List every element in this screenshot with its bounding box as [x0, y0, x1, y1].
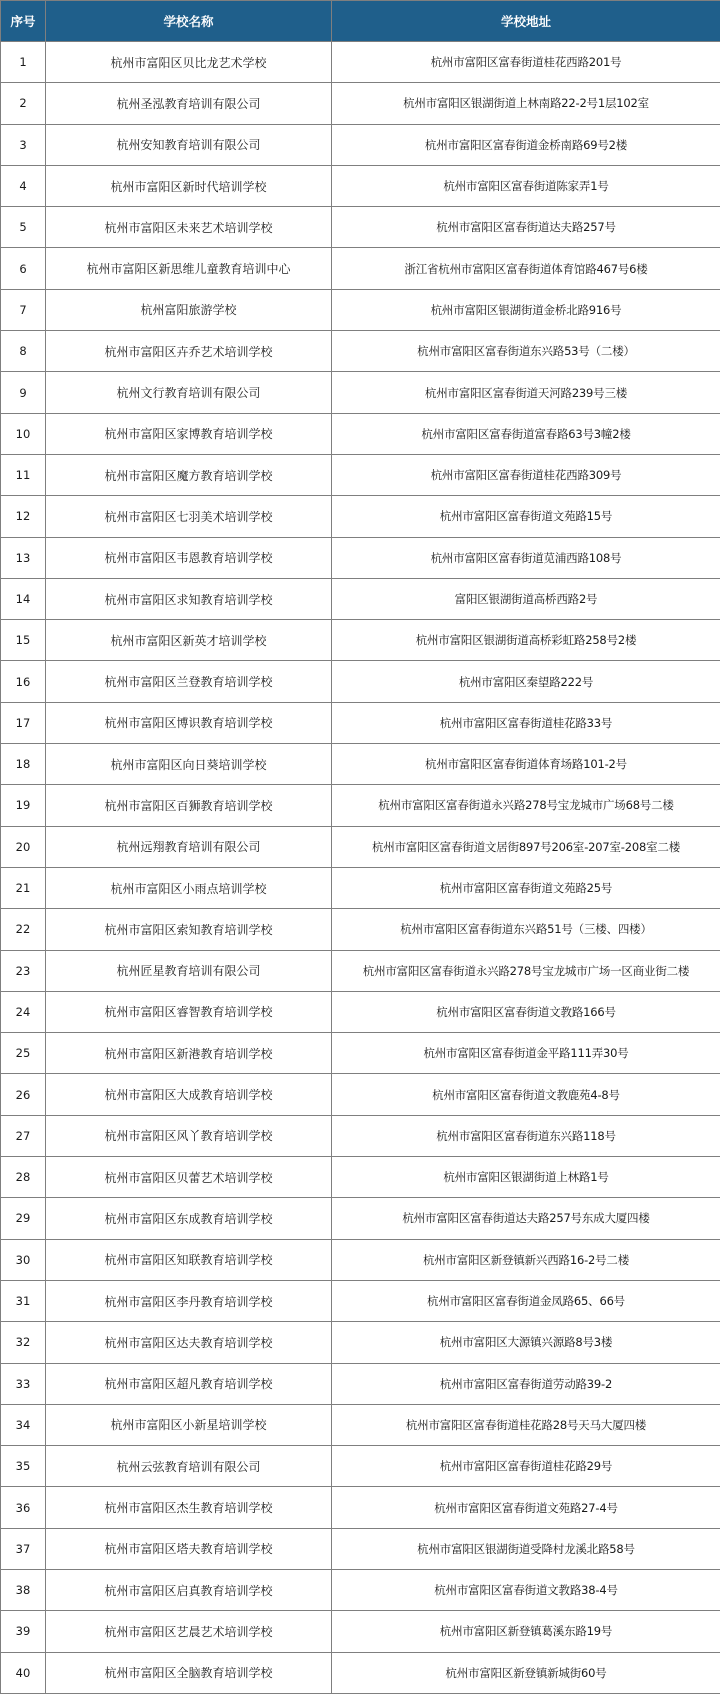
cell-school-name: 杭州市富阳区兰登教育培训学校 — [46, 661, 332, 702]
cell-serial-number: 26 — [1, 1074, 46, 1115]
cell-school-name: 杭州市富阳区达夫教育培训学校 — [46, 1322, 332, 1363]
cell-school-name: 杭州市富阳区贝蕾艺术培训学校 — [46, 1157, 332, 1198]
cell-school-name: 杭州安知教育培训有限公司 — [46, 124, 332, 165]
cell-school-address: 杭州市富阳区富春街道桂花西路309号 — [332, 454, 720, 495]
table-row — [1, 909, 720, 950]
table-row — [1, 1363, 720, 1404]
cell-school-address: 杭州市富阳区新登镇新城街60号 — [332, 1652, 720, 1693]
cell-serial-number: 38 — [1, 1569, 46, 1610]
table-row — [1, 83, 720, 124]
cell-school-name: 杭州市富阳区风丫教育培训学校 — [46, 1115, 332, 1156]
cell-serial-number: 3 — [1, 124, 46, 165]
cell-school-address: 杭州市富阳区富春街道金凤路65、66号 — [332, 1280, 720, 1321]
cell-school-name: 杭州市富阳区博识教育培训学校 — [46, 702, 332, 743]
cell-school-address: 杭州市富阳区银湖街道上林南路22-2号1层102室 — [332, 83, 720, 124]
cell-school-address: 杭州市富阳区富春街道达夫路257号东成大厦四楼 — [332, 1198, 720, 1239]
cell-serial-number: 13 — [1, 537, 46, 578]
cell-serial-number: 37 — [1, 1528, 46, 1569]
table-row — [1, 826, 720, 867]
cell-school-address: 杭州市富阳区富春街道东兴路51号（三楼、四楼） — [332, 909, 720, 950]
cell-school-name: 杭州市富阳区新时代培训学校 — [46, 165, 332, 206]
cell-serial-number: 24 — [1, 991, 46, 1032]
cell-school-name: 杭州市富阳区新港教育培训学校 — [46, 1033, 332, 1074]
table-body — [1, 42, 720, 1694]
cell-school-address: 杭州市富阳区富春街道体育场路101-2号 — [332, 744, 720, 785]
table-row — [1, 661, 720, 702]
cell-serial-number: 17 — [1, 702, 46, 743]
table-row — [1, 1446, 720, 1487]
table-row — [1, 1115, 720, 1156]
table-row — [1, 1280, 720, 1321]
cell-school-address: 杭州市富阳区富春街道桂花西路201号 — [332, 42, 720, 83]
cell-school-address: 杭州市富阳区富春街道东兴路53号（二楼） — [332, 331, 720, 372]
cell-school-address: 杭州市富阳区富春街道金平路111弄30号 — [332, 1033, 720, 1074]
cell-school-address: 杭州市富阳区富春街道文苑路25号 — [332, 867, 720, 908]
cell-serial-number: 29 — [1, 1198, 46, 1239]
cell-serial-number: 33 — [1, 1363, 46, 1404]
table-row — [1, 578, 720, 619]
cell-serial-number: 39 — [1, 1611, 46, 1652]
cell-serial-number: 31 — [1, 1280, 46, 1321]
cell-school-name: 杭州市富阳区新英才培训学校 — [46, 620, 332, 661]
table-row — [1, 289, 720, 330]
cell-school-name: 杭州远翔教育培训有限公司 — [46, 826, 332, 867]
cell-school-name: 杭州市富阳区向日葵培训学校 — [46, 744, 332, 785]
cell-serial-number: 16 — [1, 661, 46, 702]
cell-serial-number: 28 — [1, 1157, 46, 1198]
table-row — [1, 867, 720, 908]
cell-school-address: 杭州市富阳区富春街道文苑路27-4号 — [332, 1487, 720, 1528]
cell-school-name: 杭州市富阳区超凡教育培训学校 — [46, 1363, 332, 1404]
table-row — [1, 1404, 720, 1445]
cell-school-address: 杭州市富阳区富春街道文教路38-4号 — [332, 1569, 720, 1610]
cell-school-name: 杭州市富阳区全脑教育培训学校 — [46, 1652, 332, 1693]
cell-school-name: 杭州市富阳区李丹教育培训学校 — [46, 1280, 332, 1321]
cell-school-address: 杭州市富阳区富春街道金桥南路69号2楼 — [332, 124, 720, 165]
cell-school-name: 杭州市富阳区新思维儿童教育培训中心 — [46, 248, 332, 289]
table-row — [1, 991, 720, 1032]
table-row — [1, 1569, 720, 1610]
table-row — [1, 454, 720, 495]
table-row — [1, 1528, 720, 1569]
cell-school-address: 杭州市富阳区富春街道富春路63号3幢2楼 — [332, 413, 720, 454]
cell-serial-number: 10 — [1, 413, 46, 454]
table-row — [1, 950, 720, 991]
table-row — [1, 785, 720, 826]
cell-school-name: 杭州市富阳区小雨点培训学校 — [46, 867, 332, 908]
cell-serial-number: 40 — [1, 1652, 46, 1693]
table-row — [1, 537, 720, 578]
cell-school-address: 杭州市富阳区富春街道桂花路33号 — [332, 702, 720, 743]
cell-school-address: 杭州市富阳区银湖街道高桥彩虹路258号2楼 — [332, 620, 720, 661]
cell-school-name: 杭州市富阳区未来艺术培训学校 — [46, 207, 332, 248]
table-row — [1, 372, 720, 413]
header-serial-number: 序号 — [1, 1, 46, 42]
table-row — [1, 1322, 720, 1363]
cell-school-address: 杭州市富阳区大源镇兴源路8号3楼 — [332, 1322, 720, 1363]
cell-school-name: 杭州市富阳区塔夫教育培训学校 — [46, 1528, 332, 1569]
cell-serial-number: 19 — [1, 785, 46, 826]
cell-serial-number: 6 — [1, 248, 46, 289]
cell-serial-number: 25 — [1, 1033, 46, 1074]
cell-school-address: 杭州市富阳区新登镇新兴西路16-2号二楼 — [332, 1239, 720, 1280]
cell-school-address: 杭州市富阳区富春街道文教鹿苑4-8号 — [332, 1074, 720, 1115]
cell-school-address: 杭州市富阳区富春街道文居街897号206室-207室-208室二楼 — [332, 826, 720, 867]
table-row — [1, 165, 720, 206]
cell-school-address: 杭州市富阳区秦望路222号 — [332, 661, 720, 702]
cell-school-name: 杭州市富阳区家博教育培训学校 — [46, 413, 332, 454]
cell-serial-number: 15 — [1, 620, 46, 661]
cell-serial-number: 4 — [1, 165, 46, 206]
cell-school-address: 杭州市富阳区富春街道劳动路39-2 — [332, 1363, 720, 1404]
table-row — [1, 620, 720, 661]
cell-serial-number: 2 — [1, 83, 46, 124]
cell-serial-number: 32 — [1, 1322, 46, 1363]
cell-school-name: 杭州市富阳区杰生教育培训学校 — [46, 1487, 332, 1528]
table-row — [1, 1487, 720, 1528]
cell-serial-number: 1 — [1, 42, 46, 83]
cell-serial-number: 9 — [1, 372, 46, 413]
table-row — [1, 1033, 720, 1074]
table-row — [1, 702, 720, 743]
cell-serial-number: 21 — [1, 867, 46, 908]
table-row — [1, 207, 720, 248]
cell-school-name: 杭州市富阳区东成教育培训学校 — [46, 1198, 332, 1239]
cell-school-address: 杭州市富阳区银湖街道上林路1号 — [332, 1157, 720, 1198]
cell-school-name: 杭州匠星教育培训有限公司 — [46, 950, 332, 991]
table-row — [1, 1074, 720, 1115]
header-school-name: 学校名称 — [46, 1, 332, 42]
cell-school-address: 杭州市富阳区银湖街道金桥北路916号 — [332, 289, 720, 330]
cell-school-address: 杭州市富阳区富春街道东兴路118号 — [332, 1115, 720, 1156]
cell-serial-number: 30 — [1, 1239, 46, 1280]
table-row — [1, 496, 720, 537]
header-school-address: 学校地址 — [332, 1, 720, 42]
cell-school-name: 杭州云弦教育培训有限公司 — [46, 1446, 332, 1487]
table-row — [1, 1611, 720, 1652]
cell-school-name: 杭州市富阳区启真教育培训学校 — [46, 1569, 332, 1610]
cell-serial-number: 7 — [1, 289, 46, 330]
cell-school-name: 杭州市富阳区睿智教育培训学校 — [46, 991, 332, 1032]
cell-serial-number: 20 — [1, 826, 46, 867]
cell-school-name: 杭州市富阳区魔方教育培训学校 — [46, 454, 332, 495]
cell-serial-number: 36 — [1, 1487, 46, 1528]
cell-serial-number: 23 — [1, 950, 46, 991]
cell-school-address: 杭州市富阳区富春街道文苑路15号 — [332, 496, 720, 537]
cell-school-address: 杭州市富阳区富春街道桂花路29号 — [332, 1446, 720, 1487]
cell-school-name: 杭州市富阳区索知教育培训学校 — [46, 909, 332, 950]
table-row — [1, 413, 720, 454]
cell-serial-number: 5 — [1, 207, 46, 248]
cell-school-address: 杭州市富阳区新登镇葛溪东路19号 — [332, 1611, 720, 1652]
table-row — [1, 1198, 720, 1239]
cell-serial-number: 27 — [1, 1115, 46, 1156]
cell-school-name: 杭州市富阳区卉乔艺术培训学校 — [46, 331, 332, 372]
table-header-row — [1, 1, 720, 42]
cell-serial-number: 34 — [1, 1404, 46, 1445]
cell-school-name: 杭州市富阳区知联教育培训学校 — [46, 1239, 332, 1280]
cell-school-name: 杭州市富阳区小新星培训学校 — [46, 1404, 332, 1445]
cell-serial-number: 35 — [1, 1446, 46, 1487]
cell-school-name: 杭州文行教育培训有限公司 — [46, 372, 332, 413]
table-row — [1, 1157, 720, 1198]
cell-school-address: 杭州市富阳区富春街道文教路166号 — [332, 991, 720, 1032]
cell-school-name: 杭州市富阳区求知教育培训学校 — [46, 578, 332, 619]
cell-school-address: 杭州市富阳区银湖街道受降村龙溪北路58号 — [332, 1528, 720, 1569]
cell-serial-number: 12 — [1, 496, 46, 537]
table-row — [1, 1239, 720, 1280]
cell-school-address: 杭州市富阳区富春街道永兴路278号宝龙城市广场一区商业街二楼 — [332, 950, 720, 991]
cell-school-name: 杭州市富阳区贝比龙艺术学校 — [46, 42, 332, 83]
cell-school-address: 杭州市富阳区富春街道达夫路257号 — [332, 207, 720, 248]
cell-school-address: 杭州市富阳区富春街道苋浦西路108号 — [332, 537, 720, 578]
cell-school-address: 浙江省杭州市富阳区富春街道体育馆路467号6楼 — [332, 248, 720, 289]
table-row — [1, 124, 720, 165]
cell-school-address: 杭州市富阳区富春街道陈家弄1号 — [332, 165, 720, 206]
cell-school-address: 杭州市富阳区富春街道永兴路278号宝龙城市广场68号二楼 — [332, 785, 720, 826]
cell-school-name: 杭州圣泓教育培训有限公司 — [46, 83, 332, 124]
table-row — [1, 248, 720, 289]
cell-serial-number: 18 — [1, 744, 46, 785]
table-row — [1, 42, 720, 83]
cell-school-address: 富阳区银湖街道高桥西路2号 — [332, 578, 720, 619]
cell-serial-number: 11 — [1, 454, 46, 495]
cell-serial-number: 22 — [1, 909, 46, 950]
cell-serial-number: 14 — [1, 578, 46, 619]
cell-serial-number: 8 — [1, 331, 46, 372]
table-row — [1, 1652, 720, 1693]
table-row — [1, 331, 720, 372]
cell-school-address: 杭州市富阳区富春街道天河路239号三楼 — [332, 372, 720, 413]
cell-school-name: 杭州市富阳区艺晨艺术培训学校 — [46, 1611, 332, 1652]
table-row — [1, 744, 720, 785]
cell-school-name: 杭州市富阳区大成教育培训学校 — [46, 1074, 332, 1115]
cell-school-address: 杭州市富阳区富春街道桂花路28号天马大厦四楼 — [332, 1404, 720, 1445]
cell-school-name: 杭州市富阳区七羽美术培训学校 — [46, 496, 332, 537]
cell-school-name: 杭州富阳旅游学校 — [46, 289, 332, 330]
cell-school-name: 杭州市富阳区百狮教育培训学校 — [46, 785, 332, 826]
cell-school-name: 杭州市富阳区韦恩教育培训学校 — [46, 537, 332, 578]
